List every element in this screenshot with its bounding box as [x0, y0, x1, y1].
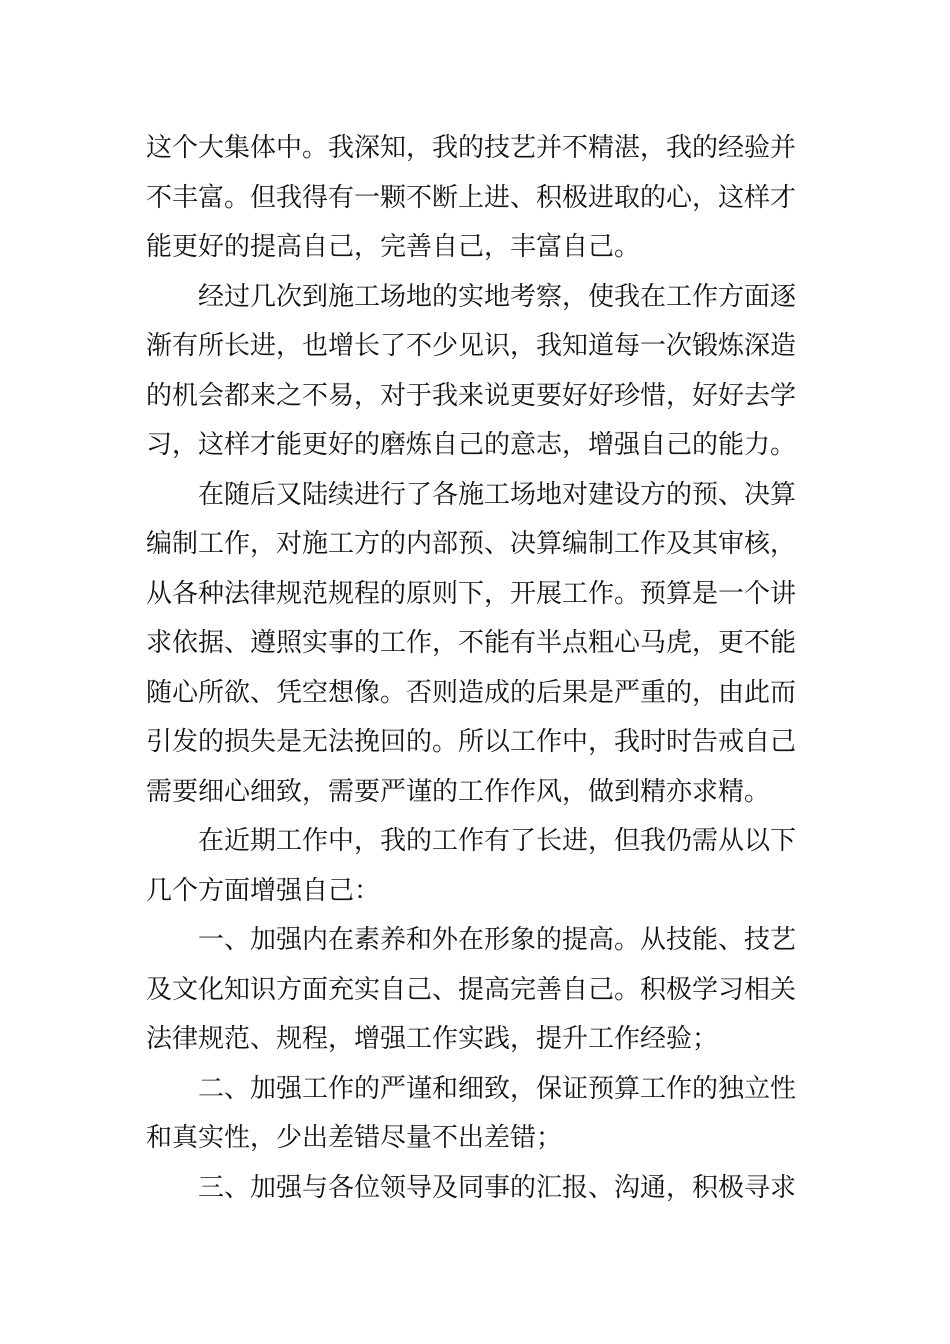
text-line: 从各种法律规范规程的原则下，开展工作。预算是一个讲: [146, 578, 797, 609]
text-line: 和真实性，少出差错尽量不出差错；: [146, 1123, 563, 1153]
text-line: 二、加强工作的严谨和细致，保证预算工作的独立性: [146, 1073, 797, 1104]
text-line: 经过几次到施工场地的实地考察，使我在工作方面逐: [146, 281, 797, 312]
text-line: 习，这样才能更好的磨炼自己的意志，增强自己的能力。: [146, 430, 797, 460]
document-body: [146, 124, 808, 1213]
text-line: 三、加强与各位领导及同事的汇报、沟通，积极寻求: [146, 1172, 797, 1203]
text-line: 这个大集体中。我深知，我的技艺并不精湛，我的经验并: [146, 133, 797, 163]
text-line: 编制工作，对施工方的内部预、决算编制工作及其审核，: [146, 529, 797, 559]
text-line: 不丰富。但我得有一颗不断上进、积极进取的心，这样才: [146, 182, 797, 213]
text-line: 在近期工作中，我的工作有了长进，但我仍需从以下: [146, 826, 797, 856]
text-line: 在随后又陆续进行了各施工场地对建设方的预、决算: [146, 479, 797, 510]
text-line: 随心所欲、凭空想像。否则造成的后果是严重的，由此而: [146, 677, 797, 708]
text-line: 渐有所长进，也增长了不少见识，我知道每一次锻炼深造: [146, 331, 797, 361]
text-line: 引发的损失是无法挽回的。所以工作中，我时时告戒自己: [146, 727, 797, 757]
text-line: 一、加强内在素养和外在形象的提高。从技能、技艺: [146, 925, 797, 955]
text-line: 法律规范、规程，增强工作实践，提升工作经验；: [146, 1024, 719, 1054]
text-line: 能更好的提高自己，完善自己，丰富自己。: [146, 232, 641, 262]
text-line: 需要细心细致，需要严谨的工作作风，做到精亦求精。: [146, 776, 771, 807]
text-line: 几个方面增强自己：: [146, 875, 381, 906]
text-line: 求依据、遵照实事的工作，不能有半点粗心马虎，更不能: [146, 628, 797, 658]
text-line: 及文化知识方面充实自己、提高完善自己。积极学习相关: [146, 974, 797, 1005]
text-line: 的机会都来之不易，对于我来说更要好好珍惜，好好去学: [146, 380, 797, 411]
